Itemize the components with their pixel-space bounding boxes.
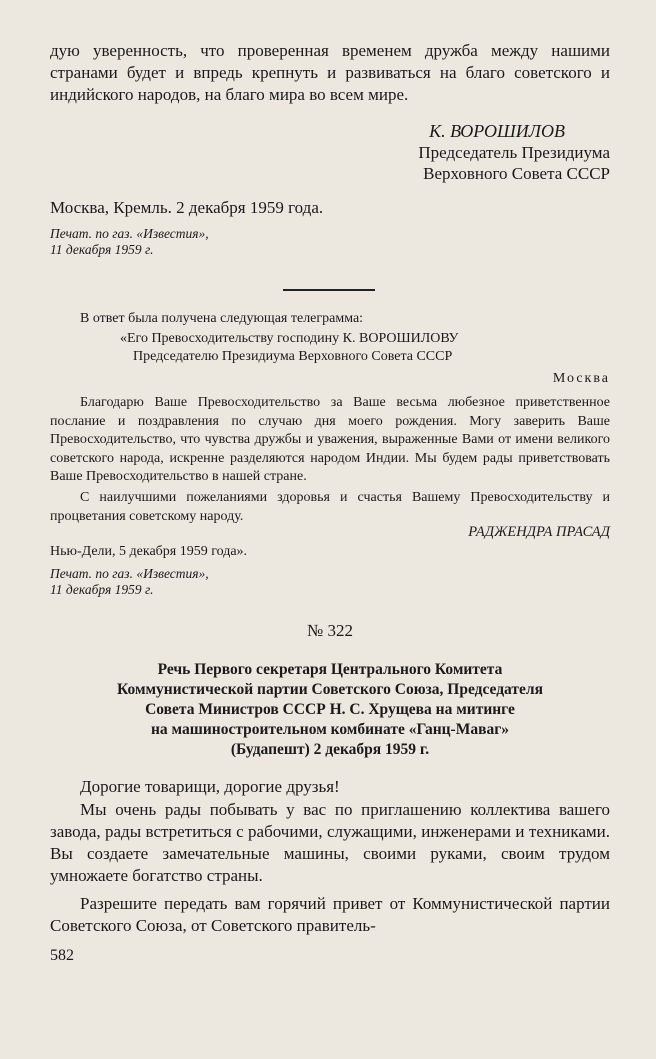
- signature-title-line2: Верховного Совета СССР: [423, 164, 610, 183]
- telegram-address-line1: «Его Превосходительству господину К. ВОРОШИЛОВУ: [120, 331, 459, 346]
- section-divider: [283, 289, 375, 291]
- speech-greeting: Дорогие товарищи, дорогие друзья!: [80, 777, 340, 796]
- telegram-address-line2: Председателю Президиума Верховного Совета СССР: [133, 349, 453, 364]
- telegram-intro: В ответ была получена следующая телеграмма:: [80, 311, 364, 326]
- source-citation-2-line2: 11 декабря 1959 г.: [50, 582, 154, 597]
- source-citation-1-line2: 11 декабря 1959 г.: [50, 242, 154, 257]
- signature-voroshilov: К. ВОРОШИЛОВ: [429, 121, 565, 141]
- document-number: № 322: [307, 621, 353, 640]
- telegram-body-2: С наилучшими пожеланиями здоровья и счастья Вашему Превосходительству и процветания советскому народу.: [50, 490, 610, 524]
- heading-line4: на машиностроительном комбинате «Ганц-Маваг»: [150, 721, 510, 738]
- telegram-body-1: Благодарю Ваше Превосходительство за Ваше весьма любезное приветственное послание и поздравления по случаю дня моего рождения. Могу заверить Ваше Превосходительство, что чувства дружбы и уважения, выраженные Вами от имени великого советского народа, искренне разделяются народом Индии. Мы будем рады приветствовать Ваше Превосходительство в нашей стране.: [50, 395, 610, 484]
- place-date-new-delhi: Нью-Дели, 5 декабря 1959 года».: [50, 544, 248, 559]
- heading-line2: Коммунистической партии Советского Союза, Председателя: [117, 681, 543, 698]
- source-citation-2-line1: Печат. по газ. «Известия»,: [50, 566, 209, 581]
- heading-line1: Речь Первого секретаря Центрального Комитета: [157, 661, 503, 678]
- signature-title-line1: Председатель Президиума: [418, 143, 610, 162]
- heading-line5: (Будапешт) 2 декабря 1959 г.: [230, 741, 430, 758]
- telegram-city: Москва: [552, 371, 610, 386]
- top-paragraph: дую уверенность, что проверенная временем дружба между нашими странами будет и впредь крепнуть и развиваться на благо советского и индийского народов, на благо мира во всем мире.: [50, 41, 610, 104]
- heading-line3: Совета Министров СССР Н. С. Хрущева на митинге: [145, 701, 515, 718]
- speech-paragraph-2: Разрешите передать вам горячий привет от Коммунистической партии Советского Союза, от Советского правитель-: [50, 894, 610, 935]
- source-citation-1-line1: Печат. по газ. «Известия»,: [50, 226, 209, 241]
- place-date-moscow: Москва, Кремль. 2 декабря 1959 года.: [50, 198, 324, 217]
- signature-prasad: РАДЖЕНДРА ПРАСАД: [468, 524, 610, 540]
- page-number: 582: [50, 947, 74, 964]
- speech-paragraph-1: Мы очень рады побывать у вас по приглашению коллектива вашего завода, рады встретиться с рабочими, служащими, инженерами и техниками. Вы создаете замечательные машины, своими руками, своим трудом умножаете богатство страны.: [50, 800, 610, 885]
